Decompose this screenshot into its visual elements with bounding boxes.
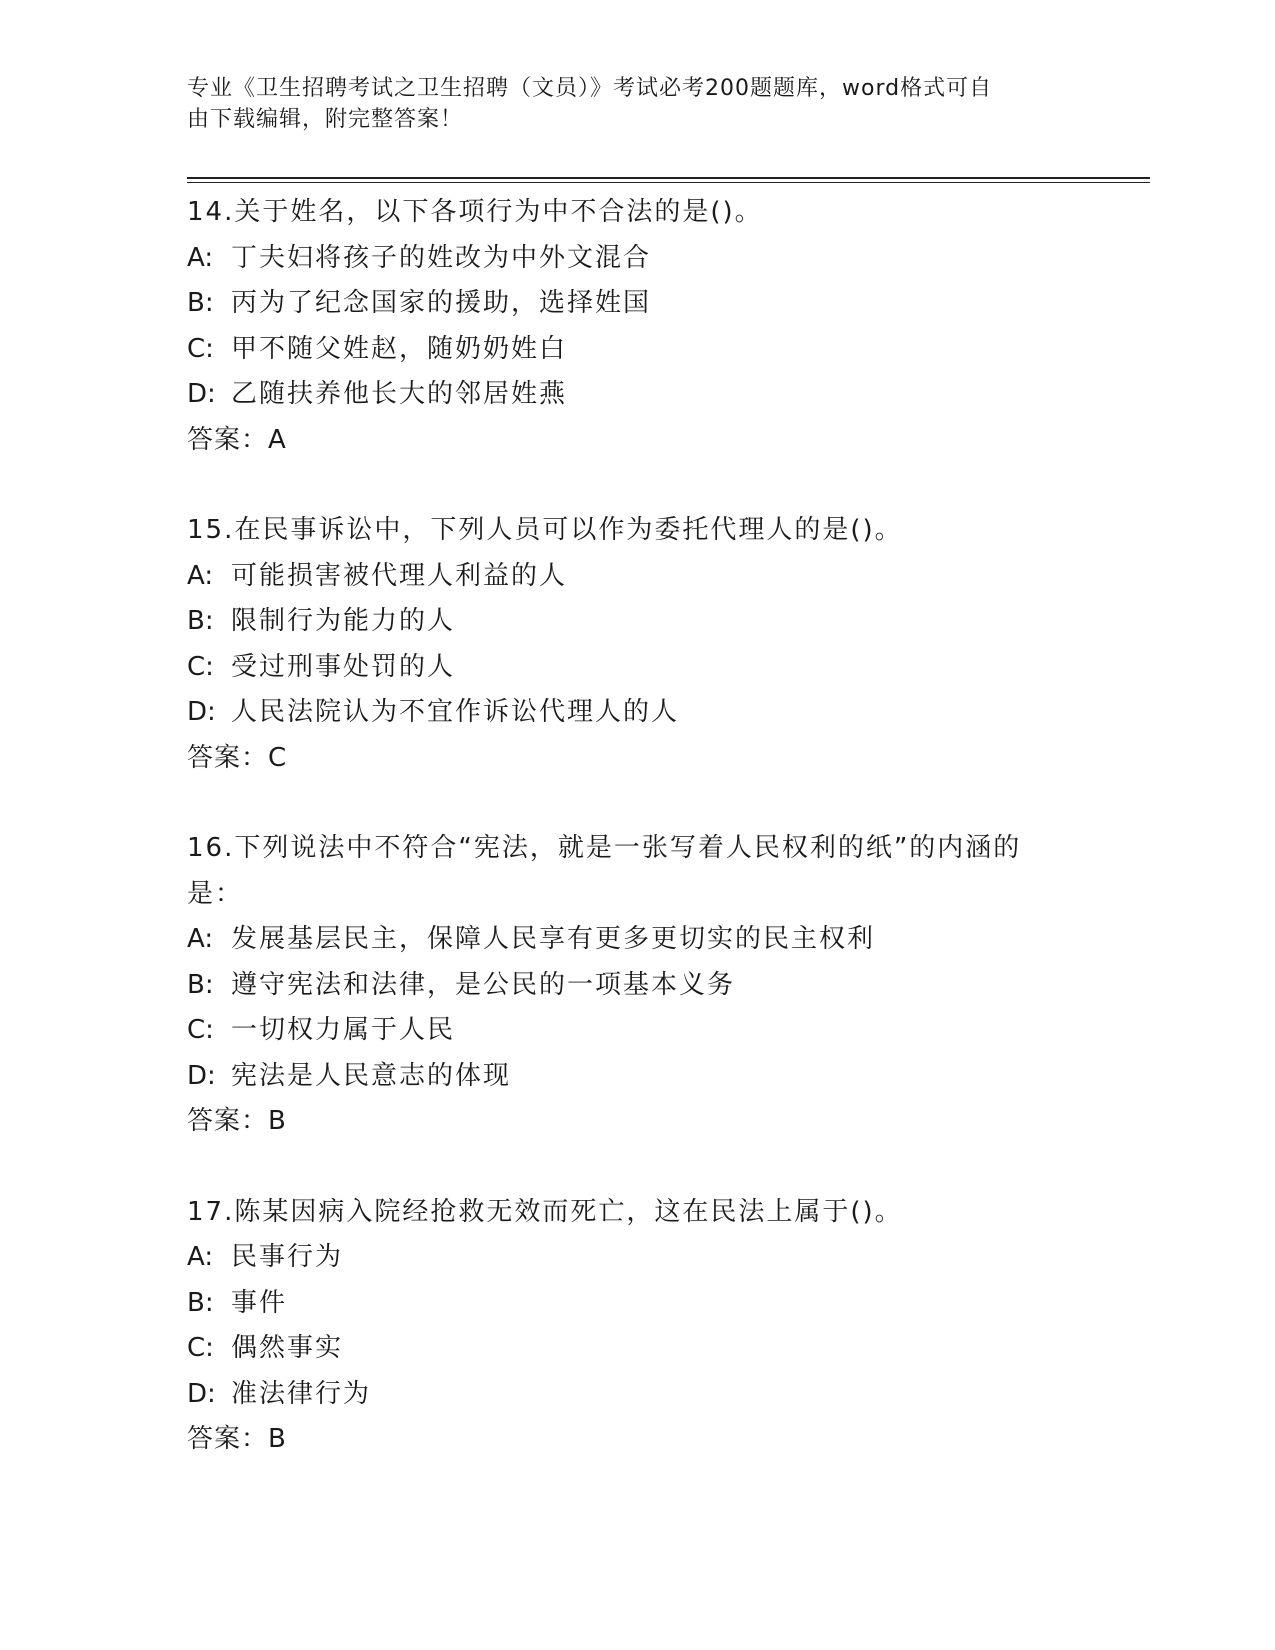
option-letter: B: <box>187 1287 214 1318</box>
option-letter: C: <box>187 333 214 364</box>
option-text: 限制行为能力的人 <box>231 606 456 636</box>
header-divider-thin <box>187 182 1150 183</box>
question-list <box>187 190 1087 1463</box>
option-letter: A: <box>187 1242 214 1272</box>
option-letter: D: <box>187 1060 216 1091</box>
option-letter: C: <box>187 1015 214 1045</box>
option-c <box>187 1008 1087 1054</box>
option-a <box>187 917 1087 963</box>
header-divider-thick <box>187 177 1150 179</box>
option-letter: B: <box>187 969 214 1000</box>
option-text: 准法律行为 <box>231 1378 372 1409</box>
document-header <box>187 73 1067 135</box>
option-text: 可能损害被代理人利益的人 <box>231 560 568 591</box>
option-letter: D: <box>187 379 216 409</box>
option-d <box>187 1372 1087 1418</box>
header-line-1: 专业《卫生招聘考试之卫生招聘（文员）》考试必考200题题库，word格式可自 <box>187 76 993 101</box>
option-text: 偶然事实 <box>231 1333 344 1363</box>
option-text: 遵守宪法和法律，是公民的一项基本义务 <box>231 969 736 1000</box>
option-b <box>187 963 1087 1009</box>
option-text: 人民法院认为不宜作诉讼代理人的人 <box>231 697 680 727</box>
question-block <box>187 826 1087 1145</box>
option-b <box>187 281 1087 327</box>
answer-line: 答案：B <box>187 1424 287 1454</box>
option-c <box>187 645 1087 691</box>
option-letter: A: <box>187 560 214 591</box>
option-text: 一切权力属于人民 <box>231 1015 456 1045</box>
option-text: 发展基层民主，保障人民享有更多更切实的民主权利 <box>231 924 876 954</box>
option-text: 宪法是人民意志的体现 <box>231 1060 512 1091</box>
question-stem: 16.下列说法中不符合“宪法，就是一张写着人民权利的纸”的内涵的是： <box>187 833 1022 909</box>
option-text: 乙随扶养他长大的邻居姓燕 <box>231 379 568 409</box>
option-letter: C: <box>187 1333 214 1363</box>
header-line-2: 由下载编辑，附完整答案！ <box>187 107 464 132</box>
question-block <box>187 508 1087 781</box>
question-block <box>187 190 1087 463</box>
option-letter: A: <box>187 242 214 273</box>
answer-line: 答案：B <box>187 1106 287 1136</box>
option-d <box>187 1054 1087 1100</box>
option-text: 事件 <box>231 1287 288 1318</box>
option-b <box>187 1281 1087 1327</box>
question-stem: 17.陈某因病入院经抢救无效而死亡，这在民法上属于()。 <box>187 1196 903 1227</box>
answer-line: 答案：C <box>187 742 288 773</box>
option-a <box>187 1235 1087 1281</box>
option-text: 丁夫妇将孩子的姓改为中外文混合 <box>231 242 652 273</box>
option-text: 丙为了纪念国家的援助，选择姓国 <box>231 288 652 318</box>
option-letter: C: <box>187 651 214 682</box>
option-d <box>187 372 1087 418</box>
option-a <box>187 236 1087 282</box>
answer-line: 答案：A <box>187 424 287 455</box>
option-c <box>187 1326 1087 1372</box>
option-d <box>187 690 1087 736</box>
option-text: 甲不随父姓赵，随奶奶姓白 <box>231 333 568 364</box>
option-text: 民事行为 <box>231 1242 344 1272</box>
option-letter: B: <box>187 288 214 318</box>
option-text: 受过刑事处罚的人 <box>231 651 456 682</box>
option-letter: A: <box>187 924 214 954</box>
option-letter: D: <box>187 697 216 727</box>
option-b <box>187 599 1087 645</box>
option-c <box>187 327 1087 373</box>
question-stem: 15.在民事诉讼中，下列人员可以作为委托代理人的是()。 <box>187 515 903 545</box>
option-letter: D: <box>187 1378 216 1409</box>
option-a <box>187 554 1087 600</box>
question-block <box>187 1190 1087 1463</box>
option-letter: B: <box>187 606 214 636</box>
question-stem: 14.关于姓名，以下各项行为中不合法的是()。 <box>187 197 763 227</box>
